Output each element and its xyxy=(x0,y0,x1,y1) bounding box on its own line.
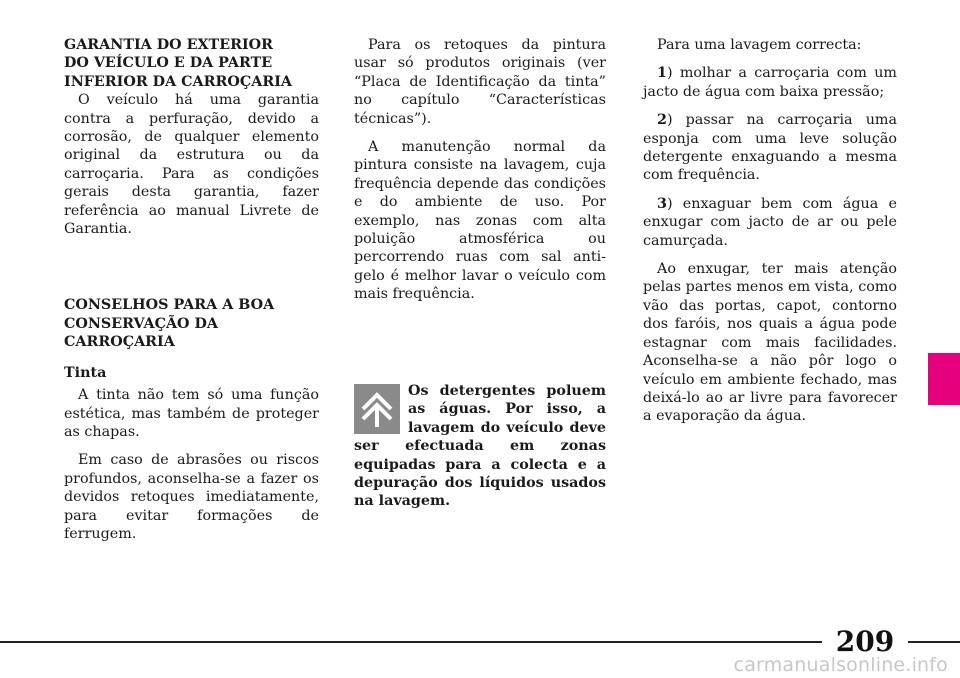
column-3 xyxy=(643,36,897,436)
heading-body-care: CONSELHOS PARA A BOA CONSERVAÇÃO DA CARROÇARIA xyxy=(64,297,275,351)
environment-warning xyxy=(354,382,606,511)
touchup-paragraph: Para os retoques da pintura usar só produtos originais (ver “Placa de Identificação da tinta” no capítulo “Características técnicas”). xyxy=(354,37,606,127)
drying-paragraph: Ao enxugar, ter mais atenção pelas partes menos em vista, como vão das portas, capot, contorno dos faróis, nos quais a água pode estagnar com mais facilidades. Aconselha-se a não pôr logo o veículo em ambiente fechado, mas deixá-lo ao ar livre para favorecer a evaporação da água. xyxy=(643,261,897,425)
environment-warning-icon xyxy=(354,384,400,434)
warning-text: Os detergentes poluem as águas. Por isso, a lavagem do veículo deve ser efectuada em zonas equipadas para a colecta e a depuração dos líquidos usados na lavagem. xyxy=(354,383,606,510)
heading-exterior-warranty: GARANTIA DO EXTERIOR DO VEÍCULO E DA PARTE INFERIOR DA CARROÇARIA xyxy=(64,37,292,90)
maintenance-paragraph: A manutenção normal da pintura consiste na lavagem, cuja frequência depende das condições e do ambiente de uso. Por exemplo, nas zonas com alta poluição atmosférica ou percorrendo ruas com sal anti-gelo é melhor lavar o veículo com mais frequência. xyxy=(354,139,606,303)
column-2 xyxy=(354,36,606,314)
footer-rule xyxy=(0,641,960,643)
step-3: 3) enxaguar bem com água e enxugar com jacto de ar ou pele camurçada. xyxy=(643,195,897,249)
column-1 xyxy=(64,36,319,553)
warranty-paragraph: O veículo há uma garantia contra a perfuração, devido a corrosão, de qualquer elemento original da estrutura ou da carroçaria. Para as condições gerais desta garantia, fazer referência ao manual Livrete de Garantia. xyxy=(64,92,319,238)
washing-intro: Para uma lavagem correcta: xyxy=(657,37,862,53)
subheading-paint: Tinta xyxy=(64,364,107,381)
step-2: 2) passar na carroçaria uma esponja com uma leve solução detergente enxaguando a mesma com frequência. xyxy=(643,112,897,184)
watermark: carmanualsonline.info xyxy=(733,653,948,676)
paint-paragraph: A tinta não tem só uma função estética, mas também de proteger as chapas. xyxy=(64,387,319,440)
step-1: 1) molhar a carroçaria com um jacto de água com baixa pressão; xyxy=(643,65,897,100)
section-tab xyxy=(928,353,960,405)
page-number: 209 xyxy=(822,622,908,662)
scratch-paragraph: Em caso de abrasões ou riscos profundos, aconselha-se a fazer os devidos retoques imediatamente, para evitar formações de ferrugem. xyxy=(64,452,319,542)
